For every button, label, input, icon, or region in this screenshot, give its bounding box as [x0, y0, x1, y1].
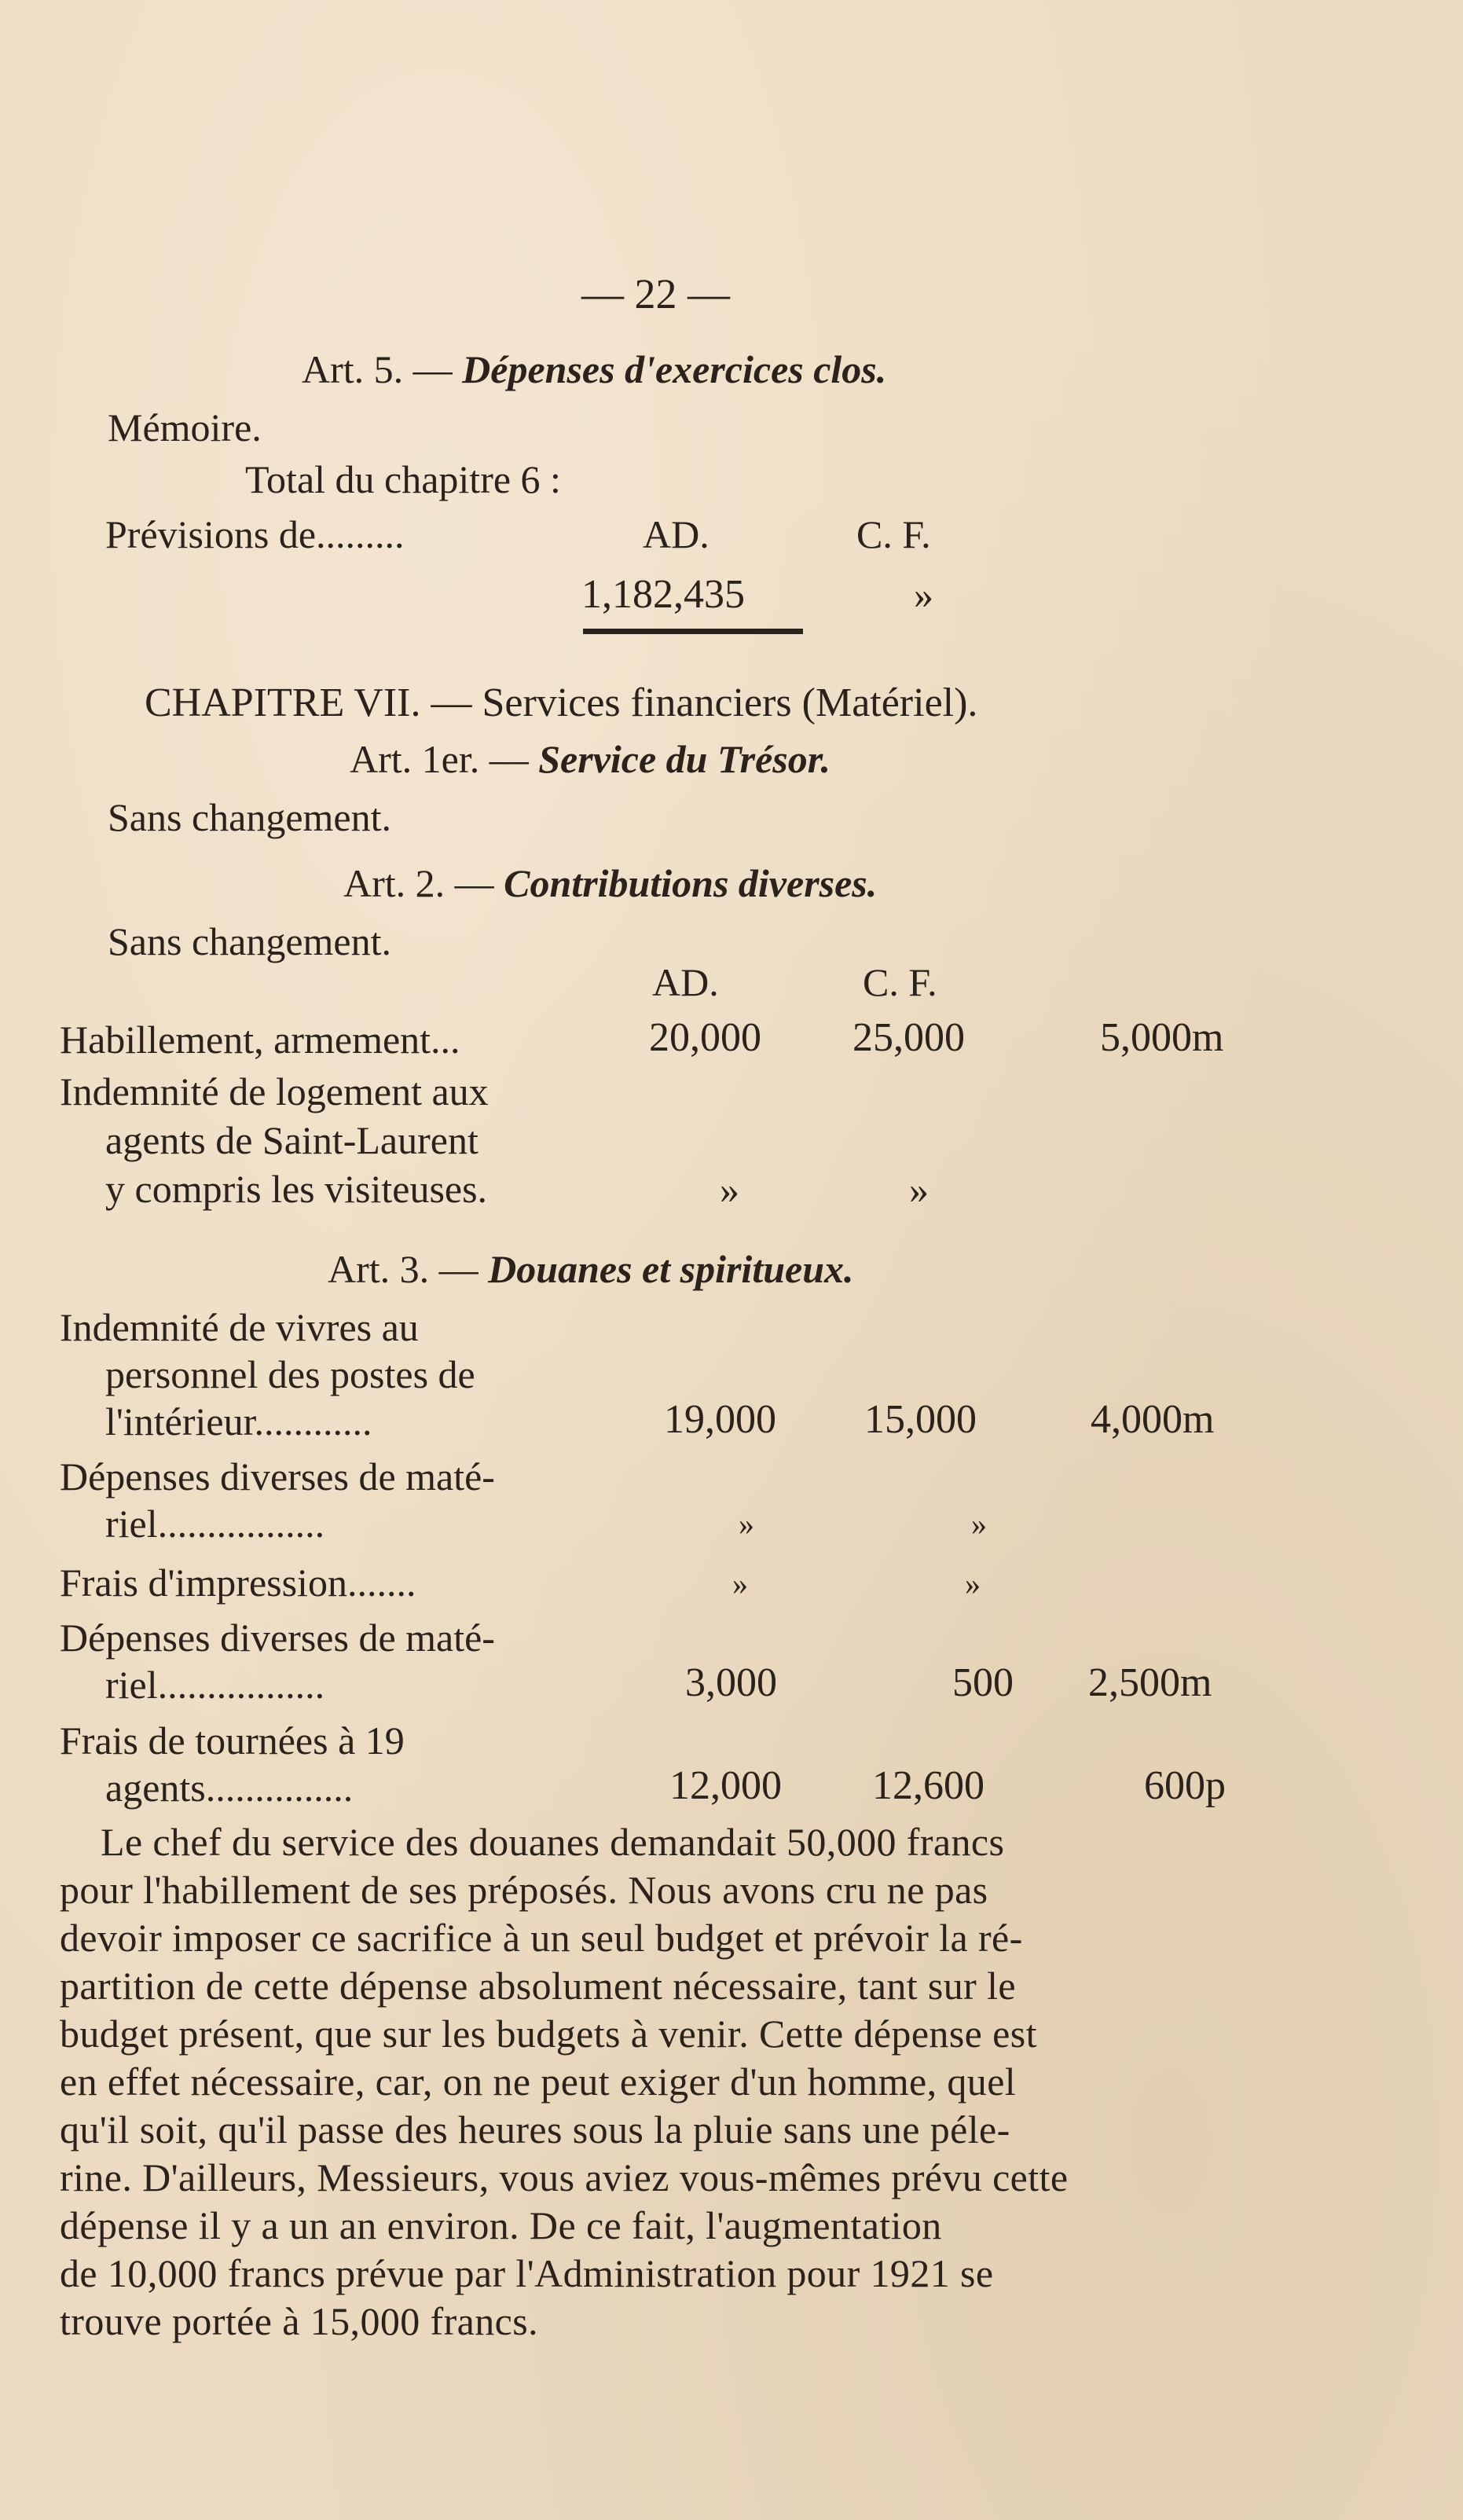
row-label-line-1: Indemnité de vivres au — [60, 1305, 419, 1349]
chapter-total-label: Total du chapitre 6 : — [245, 457, 561, 501]
art5-heading-title: Dépenses d'exercices clos. — [462, 347, 887, 391]
paragraph-line: de 10,000 francs prévue par l'Administration pour 1921 se — [60, 2251, 994, 2295]
row-cf: 15,000 — [864, 1397, 977, 1442]
row-diff: 2,500m — [1088, 1660, 1212, 1705]
row-label-line-1: Dépenses diverses de maté- — [60, 1616, 495, 1660]
art1-heading-prefix: Art. 1er. — — [350, 737, 529, 781]
row-ad: » — [732, 1566, 748, 1601]
art2-note: Sans changement. — [108, 919, 392, 963]
row-ad: 12,000 — [669, 1763, 782, 1808]
art2-heading-title: Contributions diverses. — [504, 861, 878, 905]
row-label-line-2: agents............... — [105, 1766, 354, 1810]
row-label-line-2: personnel des postes de — [105, 1352, 475, 1396]
art5-heading — [302, 346, 886, 393]
row-label-line-2: riel................. — [105, 1502, 325, 1546]
art1-note: Sans changement. — [108, 795, 392, 839]
row-label: Frais d'impression....... — [60, 1561, 416, 1605]
row-label-line-2: agents de Saint-Laurent — [105, 1118, 478, 1162]
total-underline — [583, 629, 803, 634]
art1-heading-title: Service du Trésor. — [538, 737, 830, 781]
chapter-title: CHAPITRE VII. — Services financiers (Matériel). — [145, 680, 978, 725]
row-label-line-1: Frais de tournées à 19 — [60, 1719, 405, 1763]
paragraph-line: partition de cette dépense absolument nécessaire, tant sur le — [60, 1964, 1017, 2008]
art5-heading-prefix: Art. 5. — — [302, 347, 453, 391]
art3-heading-title: Douanes et spiritueux. — [488, 1247, 854, 1291]
art5-col-cf: C. F. — [856, 512, 931, 556]
row-label: Habillement, armement... — [60, 1018, 460, 1062]
col-header-cf: C. F. — [863, 960, 937, 1004]
explanatory-paragraph — [60, 1818, 1254, 2346]
row-cf: » — [971, 1506, 987, 1542]
col-header-ad: AD. — [652, 960, 719, 1004]
row-ad: » — [720, 1168, 739, 1212]
row-label-line-1: Indemnité de logement aux — [60, 1069, 489, 1113]
paragraph-line: trouve portée à 15,000 francs. — [60, 2299, 538, 2343]
paragraph-line: Le chef du service des douanes demandait 50,000 francs — [101, 1820, 1005, 1864]
paragraph-line: dépense il y a un an environ. De ce fait, l'augmentation — [60, 2203, 942, 2247]
paragraph-line: qu'il soit, qu'il passe des heures sous la pluie sans une péle- — [60, 2107, 1010, 2151]
art5-memo: Mémoire. — [108, 405, 262, 449]
row-ad: » — [739, 1506, 754, 1542]
art3-heading — [328, 1245, 854, 1293]
row-diff: 600p — [1144, 1763, 1226, 1808]
art5-value-cf: » — [914, 573, 933, 617]
paragraph-line: pour l'habillement de ses préposés. Nous avons cru ne pas — [60, 1868, 988, 1912]
paragraph-line: devoir imposer ce sacrifice à un seul budget et prévoir la ré- — [60, 1916, 1023, 1960]
row-label-line-3: y compris les visiteuses. — [105, 1167, 488, 1211]
art5-col-ad: AD. — [643, 512, 710, 556]
paragraph-line: budget présent, que sur les budgets à venir. Cette dépense est — [60, 2012, 1037, 2056]
row-diff: 4,000m — [1091, 1397, 1215, 1442]
art2-heading-prefix: Art. 2. — — [343, 861, 494, 905]
previsions-label: Prévisions de......... — [105, 512, 405, 556]
row-cf: 500 — [952, 1660, 1014, 1705]
row-cf: 25,000 — [852, 1015, 965, 1060]
row-ad: 19,000 — [664, 1397, 776, 1442]
row-diff: 5,000m — [1100, 1015, 1224, 1060]
row-ad: 3,000 — [685, 1660, 777, 1705]
row-cf: 12,600 — [872, 1763, 984, 1808]
art2-heading — [343, 860, 877, 907]
row-cf: » — [965, 1566, 981, 1601]
row-label-line-1: Dépenses diverses de maté- — [60, 1454, 495, 1498]
page-number: — 22 — — [581, 270, 730, 317]
art1-heading — [350, 735, 830, 783]
paragraph-line: en effet nécessaire, car, on ne peut exiger d'un homme, quel — [60, 2060, 1017, 2104]
row-label-line-2: riel................. — [105, 1663, 325, 1707]
paragraph-line: rine. D'ailleurs, Messieurs, vous aviez vous-mêmes prévu cette — [60, 2155, 1069, 2199]
row-label-line-3: l'intérieur............ — [105, 1399, 372, 1443]
row-ad: 20,000 — [649, 1015, 761, 1060]
art3-heading-prefix: Art. 3. — — [328, 1247, 478, 1291]
art5-value-ad: 1,182,435 — [581, 572, 745, 617]
row-cf: » — [909, 1168, 929, 1212]
